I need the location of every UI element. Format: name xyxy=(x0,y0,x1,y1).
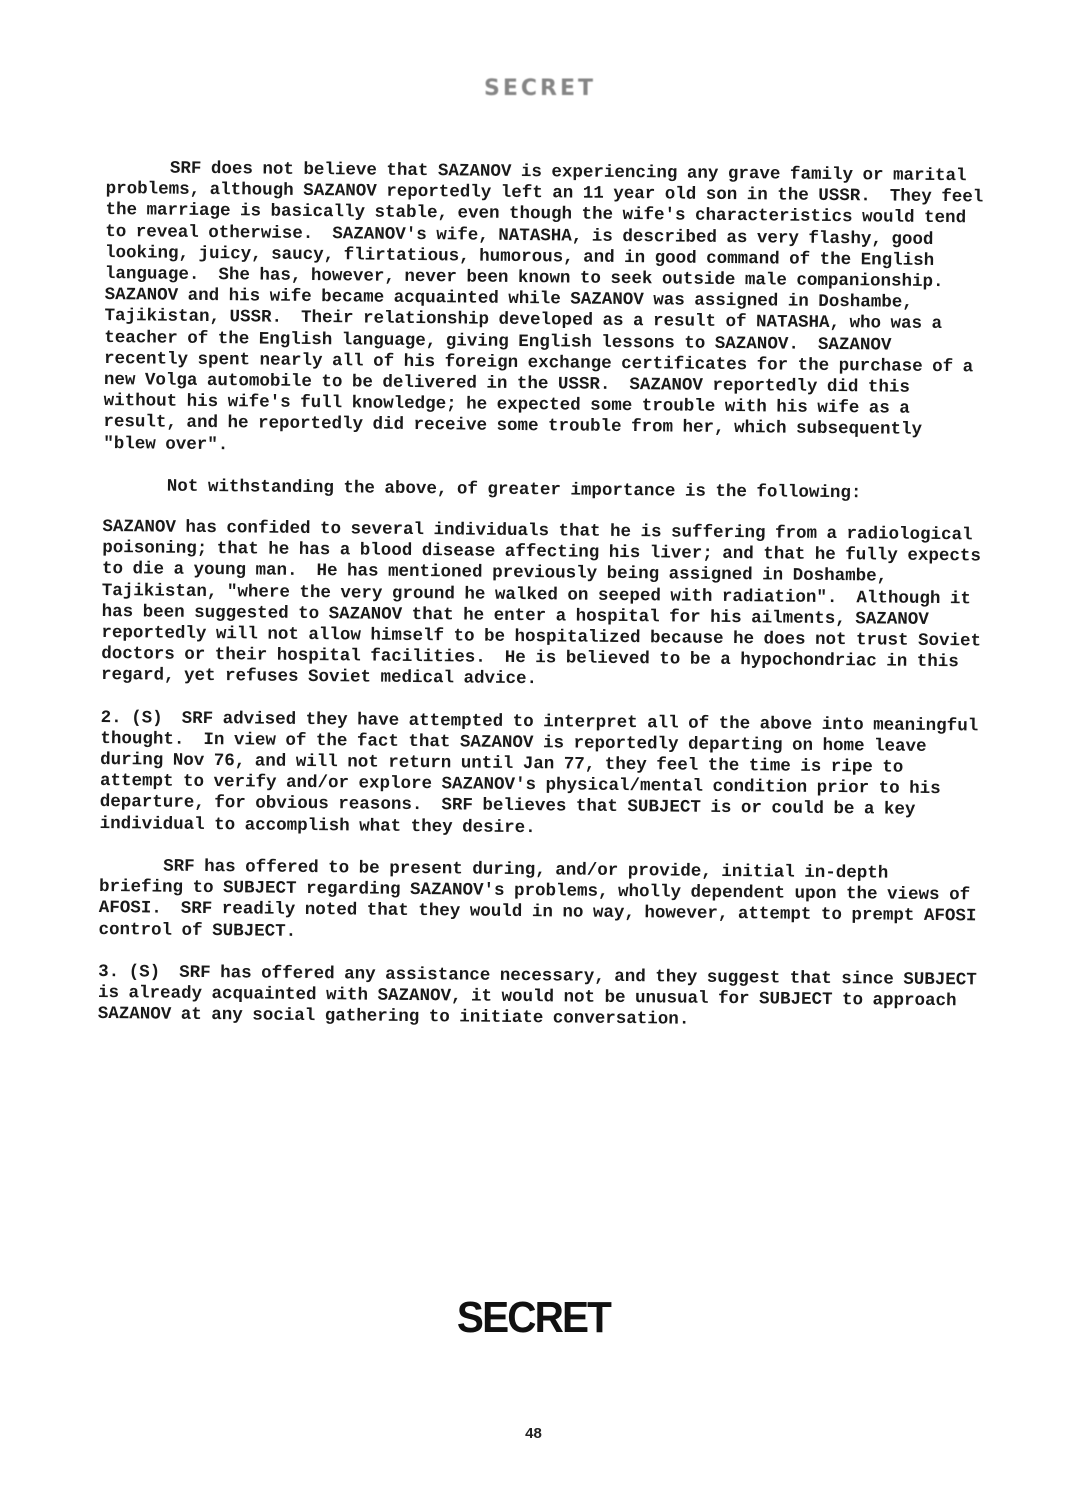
top-classification-mark: SECRET xyxy=(484,76,596,101)
paragraph-transition: Not withstanding the above, of greater importance is the following: xyxy=(166,476,862,504)
paragraph-health-concerns: SAZANOV has confided to several individuals that he is suffering from a radiological poisoning; that he has a blood disease affecting his liver; and that he fully expects to die a young man. He has mentioned previously being assigned in Doshambe, Tajikistan, "where the very ground he walked on seeped with radiation". Although it has been suggested to SAZANOV that he enter a hospital for his ailments, SAZANOV reportedly will not allow himself to be hospitalized because he does not trust Soviet doctors or their hospital facilities. He is believed to be a hypochondriac in this regard, yet refuses Soviet medical advice. xyxy=(100,517,991,690)
paragraph-section-2: 2. (S) SRF advised they have attempted to interpret all of the above into meaningful thought. In view of the fact that SAZANOV is reportedly departing on home leave during Nov 76, and will not return until Jan 77, they feel the time is ripe to attempt to verify and/or explore SAZANOV's physical/mental condition prior to his departure, for obvious reasons. SRF believes that SUBJECT is or could be a key individual to accomplish what they desire. xyxy=(99,707,988,838)
paragraph-briefing-offer: SRF has offered to be present during, and/or provide, initial in-depth briefing to SUBJECT regarding SAZANOV's problems, wholly dependent upon the views of AFOSI. SRF readily noted that they would in no way, however, attempt to prempt AFOSI control of SUBJECT. xyxy=(98,856,987,942)
document-body xyxy=(97,158,993,1055)
paragraph-section-3: 3. (S) SRF has offered any assistance necessary, and they suggest that since SUBJECT is already acquainted with SAZANOV, it would not be unusual for SUBJECT to approach SAZANOV at any social gathering to initiate conversation. xyxy=(97,961,987,1030)
paragraph-family-background: SRF does not believe that SAZANOV is experiencing any grave family or marital problems, although SAZANOV reportedly left an 11 year old son in the USSR. They feel the marriage is basically stable, even though the wife's characteristics would tend to reveal otherwise. SAZANOV's wife, NATASHA, is described as very flashy, good looking, juicy, saucy, flirtatious, humorous, and in good command of the English language. She has, however, never been known to seek outside male companionship. SAZANOV and his wife became acquainted while SAZANOV was assigned in Doshambe, Tajikistan, USSR. Their relationship developed as a result of NATASHA, who was a teacher of the English language, giving English lessons to SAZANOV. SAZANOV recently spent nearly all of his foreign exchange certificates for the purchase of a new Volga automobile to be delivered in the USSR. SAZANOV reportedly did this without his wife's full knowledge; he expected some trouble with his wife as a result, and he reportedly did receive some trouble from her, which subsequently "blew over". xyxy=(103,158,993,455)
page-number: 48 xyxy=(525,1425,542,1442)
bottom-classification-stamp: SECRET xyxy=(456,1293,611,1342)
